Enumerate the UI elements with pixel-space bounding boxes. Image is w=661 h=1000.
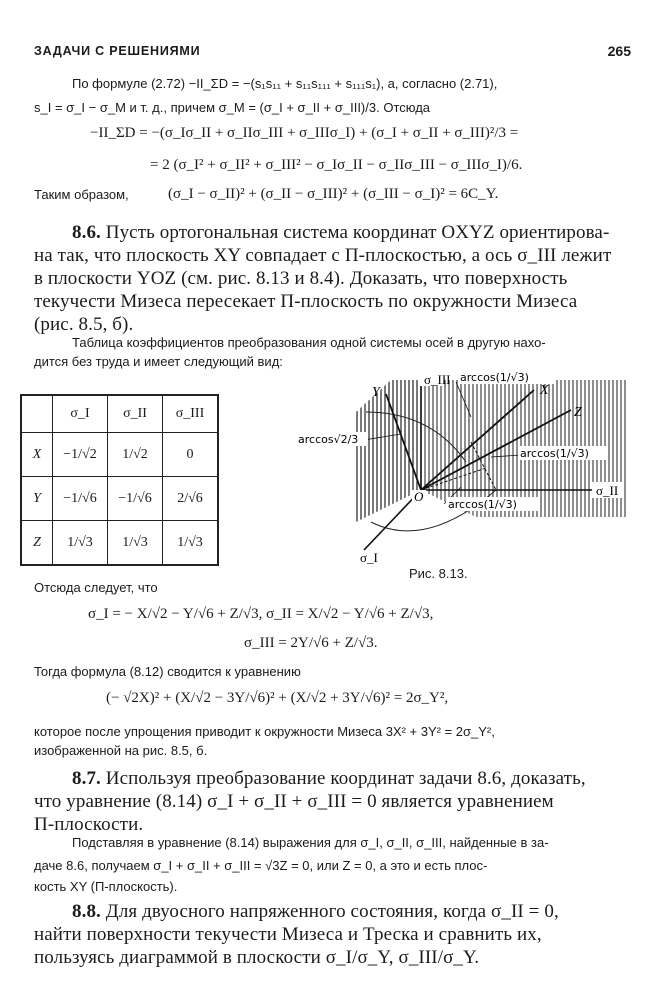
table-row (21, 433, 218, 477)
table-header-cell: σ_II (108, 395, 163, 433)
solution-8-6-line-4: Тогда формула (8.12) сводится к уравнению (34, 664, 301, 679)
label-arccos-bottom: arccos(1/√3) (448, 498, 517, 511)
solution-8-6-line-5: которое после упрощения приводит к окружности Мизеса 3X² + 3Y² = 2σ_Y², (34, 724, 495, 739)
problem-8-6-line-3: в плоскости YOZ (см. рис. 8.13 и 8.4). Доказать, что поверхность (34, 268, 568, 289)
solution-8-6-line-2: дится без труда и имеет следующий вид: (34, 354, 283, 369)
solution-8-6-equation-5: σ_III = 2Y/√6 + Z/√3. (244, 635, 378, 651)
problem-8-8-line-2: найти поверхности текучести Мизеса и Треска и сравнить их, (34, 924, 542, 945)
label-arccos-left: arccos√2/3 (298, 433, 359, 446)
coefficient-table (20, 394, 219, 566)
solution-8-6-equation-6: (− √2X)² + (X/√2 − 3Y/√6)² + (X/√2 + 3Y/√6)² = 2σ_Y², (106, 690, 449, 706)
page-number: 265 (607, 43, 631, 59)
intro-line-1: По формуле (2.72) −II_ΣD = −(s₁s₁₁ + s₁₁s₁₁₁ + s₁₁₁s₁), а, согласно (2.71), (72, 76, 498, 91)
solution-8-7-line-2: даче 8.6, получаем σ_I + σ_II + σ_III = √3Z = 0, или Z = 0, а это и есть плос- (34, 858, 488, 873)
problem-8-7-line-1: 8.7. Используя преобразование координат задачи 8.6, доказать, (72, 768, 586, 789)
table-cell: 1/√3 (53, 521, 108, 566)
label-sigma-II: σ_II (596, 483, 619, 498)
table-header-row (21, 395, 218, 433)
problem-8-6-line-1: 8.6. Пусть ортогональная система координат OXYZ ориентирова- (72, 222, 610, 243)
intro-equation-3: (σ_I − σ_II)² + (σ_II − σ_III)² + (σ_III − σ_I)² = 6C_Y. (168, 186, 499, 202)
table-header-cell (21, 395, 53, 433)
label-sigma-I: σ_I (360, 550, 378, 564)
solution-8-7-line-3: кость XY (П-плоскость). (34, 879, 178, 894)
chapter-title: ЗАДАЧИ С РЕШЕНИЯМИ (34, 44, 201, 58)
solution-8-6-line-1: Таблица коэффициентов преобразования одной системы осей в другую нахо- (72, 335, 546, 350)
table-row (21, 521, 218, 566)
label-X: X (540, 383, 549, 398)
problem-8-7-line-3: П-плоскости. (34, 814, 144, 835)
table-cell: −1/√6 (108, 477, 163, 521)
table-cell: 1/√3 (108, 521, 163, 566)
label-Z: Z (574, 405, 582, 420)
solution-8-7-line-1: Подставляя в уравнение (8.14) выражения для σ_I, σ_II, σ_III, найденные в за- (72, 835, 549, 850)
problem-8-7-number: 8.7. (72, 768, 101, 789)
label-arccos-right: arccos(1/√3) (520, 447, 589, 460)
table-cell: −1/√2 (53, 433, 108, 477)
table-cell: Z (21, 521, 53, 566)
problem-8-8-line-1: 8.8. Для двуосного напряженного состояния, когда σ_II = 0, (72, 901, 559, 922)
solution-8-6-line-6: изображенной на рис. 8.5, б. (34, 743, 208, 758)
problem-8-7-line-2: что уравнение (8.14) σ_I + σ_II + σ_III = 0 является уравнением (34, 791, 554, 812)
solution-8-6-equation-4: σ_I = − X/√2 − Y/√6 + Z/√3, σ_II = X/√2 − Y/√6 + Z/√3, (88, 606, 434, 622)
figure-caption: Рис. 8.13. (409, 566, 468, 581)
problem-8-8-line-3: пользуясь диаграммой в плоскости σ_I/σ_Y, σ_III/σ_Y. (34, 947, 480, 968)
intro-equation-1: −II_ΣD = −(σ_Iσ_II + σ_IIσ_III + σ_IIIσ_I) + (σ_I + σ_II + σ_III)²/3 = (90, 125, 519, 141)
problem-8-6-line-2: на так, что плоскость XY совпадает с П-плоскостью, а ось σ_III лежит (34, 245, 612, 266)
table-cell: −1/√6 (53, 477, 108, 521)
label-O: O (414, 489, 424, 504)
table-cell: 0 (163, 433, 219, 477)
problem-8-6-line-4: текучести Мизеса пересекает П-плоскость по окружности Мизеса (34, 291, 578, 312)
problem-8-6-line-5: (рис. 8.5, б). (34, 314, 134, 335)
label-sigma-III: σ_III (424, 372, 451, 387)
table-header-cell: σ_I (53, 395, 108, 433)
table-cell: X (21, 433, 53, 477)
solution-8-6-line-3: Отсюда следует, что (34, 580, 158, 595)
figure-8-13 (296, 372, 628, 564)
problem-8-8-number: 8.8. (72, 901, 101, 922)
table-row (21, 477, 218, 521)
intro-line-2: s_I = σ_I − σ_M и т. д., причем σ_M = (σ_I + σ_II + σ_III)/3. Отсюда (34, 100, 431, 115)
intro-equation-3-label: Таким образом, (34, 187, 129, 202)
table-cell: 1/√3 (163, 521, 219, 566)
table-cell: 1/√2 (108, 433, 163, 477)
problem-8-6-number: 8.6. (72, 222, 101, 243)
table-cell: Y (21, 477, 53, 521)
table-cell: 2/√6 (163, 477, 219, 521)
running-header (34, 44, 631, 64)
label-Y: Y (372, 385, 380, 400)
intro-equation-2: = 2 (σ_I² + σ_II² + σ_III² − σ_Iσ_II − σ_IIσ_III − σ_IIIσ_I)/6. (150, 157, 523, 173)
label-arccos-top: arccos(1/√3) (460, 372, 529, 384)
table-header-cell: σ_III (163, 395, 219, 433)
